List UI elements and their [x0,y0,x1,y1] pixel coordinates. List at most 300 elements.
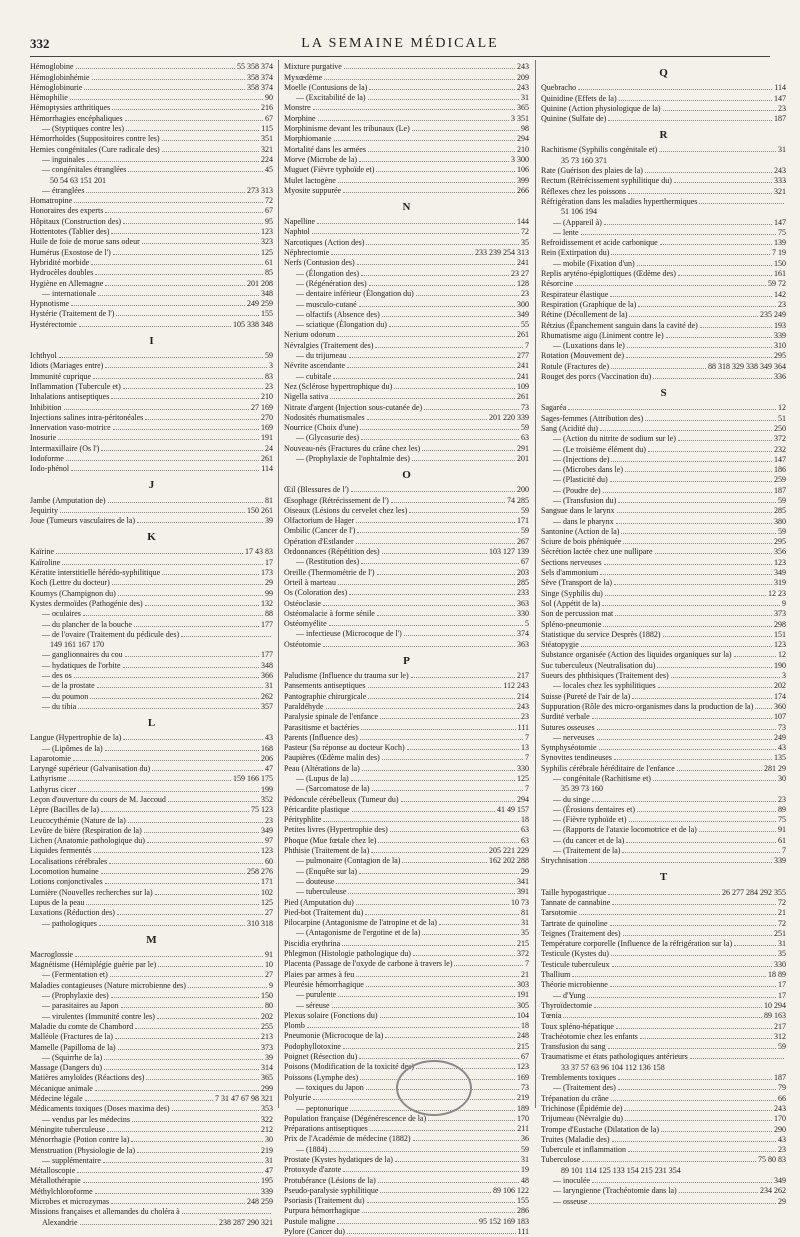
index-entry [541,238,786,248]
entry-term: Koch (Lettre du docteur) [30,578,110,588]
leader-dots [62,564,263,565]
leader-dots [356,522,515,523]
entry-term: Myosite suppurée [284,185,342,195]
entry-term: Nez (Sclérose hypertrophique du) [284,381,393,391]
entry-term: Nigella sativa [284,392,329,402]
entry-term: Tarsotomie [541,908,577,918]
leader-dots [83,1182,259,1183]
index-entry [541,1104,786,1114]
page-refs: 30 [265,1135,273,1145]
index-entry [284,639,529,649]
entry-term: Médecine légale [30,1094,83,1104]
index-entry [30,1001,273,1011]
entry-term: Hernies congénitales (Cure radicale des) [30,144,160,154]
leader-dots [699,831,776,832]
leader-dots [117,914,263,915]
page-refs: 349 [261,825,273,835]
leader-dots [645,172,772,173]
index-entry [541,568,786,578]
entry-term: — pulmonaire (Contagion de la) [296,856,401,866]
page-refs: 12 [778,650,786,660]
leader-dots [111,233,259,234]
page-refs: 173 [261,568,273,578]
entry-term: Intermaxillaire (Os l') [30,443,100,453]
index-entry [284,969,529,979]
index-entry [284,609,529,619]
leader-dots [78,708,259,709]
index-entry [541,825,786,835]
entry-term: — (Appareil à) [553,217,602,227]
page-refs: 55 [521,320,529,330]
leader-dots [93,378,263,379]
entry-term: Mécanique animale [30,1083,93,1093]
index-entry [30,908,273,918]
index-entry [284,598,529,608]
leader-dots [359,306,515,307]
entry-term: Hystérie (Traitement de l') [30,309,115,319]
leader-dots [71,305,245,306]
entry-term: Névrite ascendante [284,361,346,371]
leader-dots [342,945,515,946]
leader-dots [375,347,523,348]
page-refs: 169 [517,1072,529,1082]
index-entry [30,856,273,866]
page-refs: 232 [774,444,786,454]
entry-term: Ostéomalacie à forme sénile [284,608,375,618]
index-entry [541,794,786,804]
leader-dots [368,151,515,152]
page-refs: 3 [782,671,786,681]
page-refs: 67 [265,206,273,216]
index-entry [541,465,786,475]
index-entry [284,1011,529,1021]
leader-dots [653,378,772,379]
index-entry [30,568,273,578]
index-entry [30,247,273,257]
leader-dots [115,1038,259,1039]
entry-term: Métalloscopie [30,1166,76,1176]
entry-term: Jequirity [30,505,58,515]
entry-term: Narcotiques (Action des) [284,237,365,247]
entry-term: Napelline [284,217,316,227]
entry-term: Substance organisée (Action des liquides organiques sur la) [541,650,732,660]
leader-dots [318,120,509,121]
leader-dots [351,780,515,781]
index-entry [541,485,786,495]
entry-term: Taille hypogastrique [541,887,607,897]
index-entry [30,1176,273,1186]
page-refs: 147 [774,217,786,227]
entry-term: Maladie du comte de Chambord [30,1021,134,1031]
leader-dots [600,430,772,431]
page-refs: 234 262 [760,1186,786,1196]
leader-dots [628,1151,776,1152]
index-entry [30,206,273,216]
entry-term: Phoque (Mue fœtale chez le) [284,835,377,845]
index-entry [284,1155,529,1165]
leader-dots [611,955,776,956]
entry-term: — oculaires [42,609,81,619]
leader-dots [371,852,487,853]
page-refs: 217 [517,671,529,681]
index-entry [284,774,529,784]
page-refs: 261 [261,453,273,463]
leader-dots [362,1212,515,1213]
entry-term: Rachitisme (Syphilis congénitale et) [541,145,658,155]
page-refs: 322 [261,1114,273,1124]
page-refs: 353 [261,1104,273,1114]
page-refs: 17 [778,990,786,1000]
index-entry [541,372,786,382]
leader-dots [84,89,245,90]
leader-dots [362,770,515,771]
entry-term: Levûre de bière (Respiration de la) [30,825,142,835]
leader-dots [368,698,515,699]
entry-term: Strychnisation [541,856,588,866]
page-refs: 303 [517,979,529,989]
entry-term: Synovites tendineuses [541,753,612,763]
page-refs: 243 [517,82,529,92]
entry-term: Température corporelle (Influence de la réfrigération sur la) [541,939,733,949]
page-refs: 135 [774,753,786,763]
leader-dots [326,708,515,709]
page-refs: 295 [774,537,786,547]
leader-dots [95,274,263,275]
index-entry [284,1216,529,1226]
index-entry [284,93,529,103]
entry-term: — (Lupus de la) [296,774,349,783]
leader-dots [568,409,776,410]
section-letter: P [403,654,410,667]
leader-dots [678,275,772,276]
entry-term: Réflexes chez les poissons [541,186,627,196]
entry-term: Malléole (Fractures de la) [30,1032,113,1042]
leader-dots [587,997,776,998]
leader-dots [621,533,776,534]
entry-term: — (Plasticité du) [553,475,608,485]
page-refs: 150 261 [247,505,273,515]
page-refs: 171 [261,877,273,887]
page-refs: 31 [521,1154,529,1164]
index-entry [284,1052,529,1062]
index-entry [30,609,273,619]
entry-term: — (Prophylaxie de l'ophtalmie des) [296,453,410,463]
leader-dots [99,925,245,926]
page-refs: 17 [778,980,786,990]
leader-dots [592,1182,772,1183]
page-refs: 23 [778,794,786,804]
leader-dots [377,615,515,616]
entry-term: Son de percussion mat [541,609,614,619]
page-refs: 43 [778,1134,786,1144]
entry-term: — dans le pharynx [553,516,614,526]
index-entry [541,1083,786,1093]
page-refs: 155 [261,309,273,319]
index-entry [30,826,273,836]
page-refs: 95 [265,216,273,226]
leader-dots [608,894,720,895]
leader-dots [90,698,259,699]
index-entry [30,1156,273,1166]
leader-dots [128,822,263,823]
index-entry [541,207,786,217]
leader-dots [632,698,772,699]
entry-term: Toux spléno-hépatique [541,1021,614,1031]
index-entry [284,619,529,629]
index-entry [284,722,529,732]
leader-dots [377,574,515,575]
leader-dots [157,1018,259,1019]
leader-dots [134,626,259,627]
index-entry [541,1135,786,1145]
leader-dots [75,956,263,957]
entry-term: Néphrectomie [284,248,330,258]
leader-dots [312,233,519,234]
page-refs: 298 [774,619,786,629]
index-entry [541,1186,786,1196]
leader-dots [351,491,515,492]
page-refs: 114 [774,83,786,93]
entry-term: 33 37 57 63 96 104 112 136 158 [561,1062,665,1072]
entry-term: Microbes et microzymas [30,1196,110,1206]
entry-term: — hydatiques de l'orbite [42,660,121,670]
entry-term: — (Glycosurie des) [296,433,360,443]
leader-dots [619,100,772,101]
page-refs: 72 [521,227,529,237]
entry-term: Injections salines intra-péritonéales [30,412,144,422]
page-refs: 200 [517,485,529,495]
page-refs: 29 [521,866,529,876]
page-refs: 30 [778,774,786,783]
leader-dots [589,862,772,863]
leader-dots [366,244,519,245]
entry-term: Locomotion humaine [30,867,99,877]
page-refs: 168 [261,743,273,753]
page-refs: 352 [261,795,273,804]
leader-dots [113,254,259,255]
entry-term: — (Enquête sur la) [296,866,358,876]
entry-term: Leucocythémie (Nature de la) [30,815,126,825]
leader-dots [611,368,706,369]
page-refs: 35 [778,949,786,959]
entry-term: — lente [553,227,579,237]
page-refs: 211 [517,1124,529,1134]
entry-term: — (Fièvre typhoïde et) [553,815,627,825]
entry-term: — (Traitement de la) [553,846,621,856]
entry-term: Luxations (Réduction des) [30,908,115,918]
page-refs: 47 [265,1166,273,1176]
index-entry [541,166,786,176]
entry-term: — (du cancer et de la) [553,835,625,845]
index-entry [30,846,273,856]
index-entry [284,578,529,588]
page-refs: 202 [261,1011,273,1021]
index-entry [284,227,529,237]
index-entry [541,258,786,268]
page-refs: 373 [774,609,786,619]
entry-term: Os (Coloration des) [284,588,348,598]
index-entry [30,402,273,412]
entry-term: Magnétisme (Hémiplégie guérie par le) [30,960,157,970]
leader-dots [645,420,776,421]
index-entry [30,1011,273,1021]
entry-term: Hottentotes (Tablier des) [30,227,110,237]
index-entry [541,403,786,413]
entry-term: Mixture purgative [284,62,342,72]
entry-term: Liquides fermentés [30,846,92,856]
leader-dots [352,811,495,812]
entry-term: Nourrice (Choix d'une) [284,423,359,433]
page-refs: 59 72 [768,279,786,289]
index-entry [284,733,529,743]
leader-dots [329,625,523,626]
leader-dots [616,1028,772,1029]
leader-dots [671,677,780,678]
index-entry [30,237,273,247]
leader-dots [86,192,245,193]
leader-dots [330,398,515,399]
index-entry [541,660,786,670]
page-refs: 26 277 284 292 355 [722,887,786,897]
leader-dots [638,306,776,307]
entry-term: — peptonurique [296,1103,349,1113]
page-refs: 169 [261,423,273,433]
entry-term: — parasitaires au Japon [42,1001,119,1011]
entry-term: Transfusion du sang [541,1042,606,1052]
entry-term: Morphiomanie [284,134,332,144]
entry-term: Pilocarpine (Antagonisme de l'atropine et de la) [284,918,437,928]
page-refs: 174 [774,691,786,701]
leader-dots [147,842,263,843]
index-entry [284,1144,529,1154]
entry-term: — (Antagonisme de l'ergotine et de la) [296,928,421,938]
index-entry [541,527,786,537]
index-entry [30,144,273,154]
page-refs: 59 [778,1042,786,1052]
index-entry [541,939,786,949]
index-entry [541,619,786,629]
entry-term: — (Le troisième élément du) [553,444,646,454]
index-entry [284,506,529,516]
entry-term: Pérityphlite [284,815,322,825]
leader-dots [603,626,772,627]
index-entry [284,1114,529,1124]
page-refs: 319 [774,578,786,588]
index-entry [541,186,786,196]
page-refs: 206 [261,753,273,763]
index-entry [541,650,786,660]
index-entry [284,825,529,835]
page-refs: 63 [521,433,529,443]
page-refs: 27 169 [251,402,273,412]
page-refs: 189 [517,1103,529,1113]
leader-dots [391,502,505,503]
leader-dots [402,862,487,863]
entry-term: Quebracho [541,83,577,93]
page-refs: 241 [517,371,529,381]
leader-dots [331,254,473,255]
page-refs: 23 [778,1145,786,1155]
leader-dots [92,79,245,80]
leader-dots [610,986,776,987]
index-entry [30,1022,273,1032]
leader-dots [629,821,776,822]
entry-term: Alexandrie [42,1217,78,1227]
entry-term: Lathyrus cicer [30,784,76,794]
index-entry [284,1227,529,1237]
leader-dots [608,120,772,121]
entry-term: Sagaréa [541,403,567,413]
page-refs: 75 [778,227,786,237]
page-refs: 323 [261,237,273,247]
leader-dots [137,1152,259,1153]
page-refs: 5 [525,619,529,629]
index-entry [30,382,273,392]
index-entry [541,959,786,969]
page-refs: 67 [521,557,529,567]
leader-dots [407,749,519,750]
index-entry [541,671,786,681]
index-entry [541,1196,786,1206]
index-entry [284,1186,529,1196]
entry-term: Lupus de la peau [30,897,85,907]
entry-term: Thallium [541,970,571,980]
page-refs: 336 [774,372,786,382]
leader-dots [105,212,263,213]
page-refs: 177 [261,650,273,660]
page-refs: 290 [774,1124,786,1134]
leader-dots [112,109,259,110]
entry-term: — toxiques du Japon [296,1082,364,1092]
entry-term: Trompe d'Eustache (Dilatation de la) [541,1124,660,1134]
index-entry [284,629,529,639]
leader-dots [60,512,245,513]
page-refs: 214 [517,691,529,701]
leader-dots [137,522,263,523]
page-refs: 104 [517,1010,529,1020]
leader-dots [334,140,515,141]
index-entry [30,784,273,794]
page-refs: 31 [778,145,786,155]
entry-term: Muguet (Fièvre typhoïde et) [284,165,375,175]
entry-term: Lathyrisme [30,774,67,784]
page-refs: 267 [517,536,529,546]
page-refs: 187 [774,485,786,495]
index-entry [541,640,786,650]
leader-dots [428,1120,515,1121]
entry-term: — purulente [296,990,337,1000]
page-refs: 23 [521,712,529,722]
index-entry [284,526,529,536]
page-refs: 123 [774,557,786,567]
leader-dots [71,470,259,471]
entry-term: Morphinisme devant les tribunaux (Le) [284,124,410,134]
page-refs: 123 [261,227,273,237]
index-entry [541,1093,786,1103]
leader-dots [627,347,772,348]
index-entry [541,310,786,320]
index-entry [30,227,273,237]
page-refs: 67 [265,113,273,123]
index-entry [541,753,786,763]
entry-term: — (Sarcomatose de la) [296,784,370,794]
index-entry [284,165,529,175]
entry-term: Menstruation (Physiologie de la) [30,1145,136,1155]
index-entry [541,455,786,465]
section-letter: S [660,387,667,400]
leader-dots [604,564,772,565]
page-refs: 81 [521,907,529,917]
